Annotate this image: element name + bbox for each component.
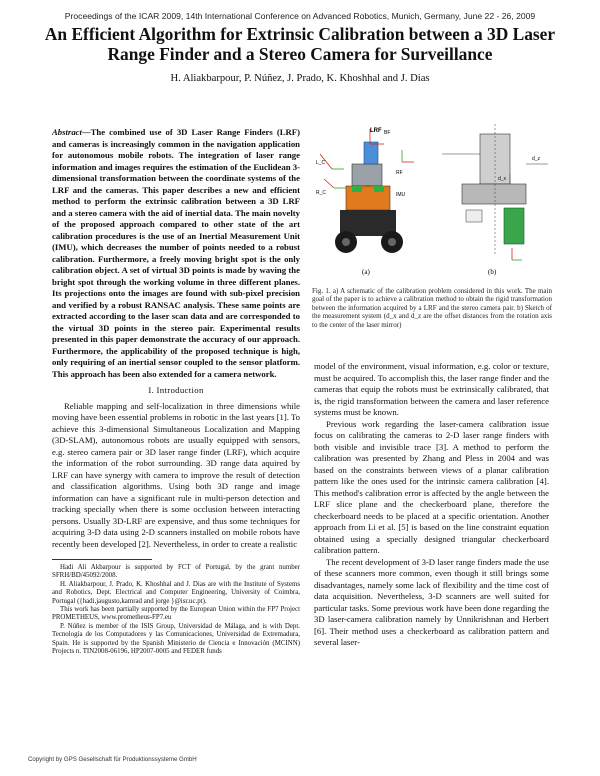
footnote: P. Núñez is member of the ISIS Group, Universidad de Málaga, and is with Dept. Tecnología de los Computadores y las Comunicaciones, Universidad de Extremadura, Spain. He is supported by the Spanish Ministerio de Ciencia e Innovación (MCINN) Projects n. TIN2008-06196, HP2007-0005 and FEDER funds [52,622,300,656]
robot-illustration [335,142,403,253]
imu-tag: IMU [396,192,406,198]
paragraph: Previous work regarding the laser-camera calibration issue focus on calibrating the cameras to 2-D laser range finders with both visible and invisible trace [3]. A method to perform the calibration was presented by Zhang and Pless in 2004 and was based on the constraints between views of a planar calibration pattern like the ones used for the intrinsic camera calibration [4]. This method's calibration error is affected by the angle between the LRF slice plane and the checkerboard plane, therefore the checkerboard needs to be placed at a specific orientation. Another approach from Li et al. [5] is based on the line constraint equation obtained using a specially designed triangular checkerboard calibration pattern. [314,418,549,555]
author-list: H. Aliakbarpour, P. Núñez, J. Prado, K. Khoshhal and J. Dias [170,73,430,84]
lc-tag: L_C [316,160,326,166]
abstract-label: Abstract [52,127,82,137]
paragraph: model of the environment, visual information, e.g. color or texture, must be acquired. To accomplish this, the laser range finder and the cameras that equip the robots must be extrinsically calibrated, that is, the rigid transformation between the camera and laser reference systems must be known. [314,361,549,417]
right-column [314,361,549,649]
footnote: This work has been partially supported by the European Union within the FP7 Project PROMETHEUS, www.prometheus-FP7.eu [52,606,300,622]
dx-tag: d_x [498,176,507,182]
paper-title: An Efficient Algorithm for Extrinsic Calibration between a 3D Laser Range Finder and a Stereo Camera for Surveillance [44,24,556,64]
figure-caption: Fig. 1. a) A schematic of the calibration problem considered in this work. The main goal of the paper is to achieve a calibration method to obtain the rigid transformation between the information acquired by a LRF and the stereo camera pair. b) Sketch of the measurement system (d_x and d_z are the offset distances from the rotation axis to the center of the laser mirror) [312,287,552,329]
footnote: Hadi Ali Akbarpour is supported by FCT of Portugal, by the grant number SFRH/BD/45092/2008. [52,564,300,580]
footnote-divider [52,559,152,560]
footnote: H. Aliakbarpour, J. Prado, K. Khoshhal and J. Dias are with the Institute of Systems and Robotics, Dept. Electrical and Computer Engineering, University of Coimbra, Portugal ({hadi,jaugusto,kamrad and jorge }@isr.uc.pt). [52,580,300,605]
measurement-sketch [442,124,548,260]
figure-1 [312,124,552,284]
lrf-tag: LRF [370,128,382,134]
abstract [52,127,300,380]
paragraph: The recent development of 3-D laser range finders made the use of these scanners more common, even though it still brings some disadvantages, namely some lack of flexibility and the time cost of data acquisition. Nevertheless, 3-D scanners are well suited for particular tasks. Some previous work have been done regarding the 3D laser-camera calibration namely by Unnikrishnan and Herbert [6]. Their method uses a checkerboard as calibration pattern and several laser- [314,556,549,647]
bf-tag: BF [384,130,391,136]
footnotes [52,564,300,656]
rf-tag: RF [396,170,403,176]
rc-tag: R_C [316,190,327,196]
section-heading-introduction: I. Introduction [148,385,204,395]
copyright-notice: Copyright by GPS Gesellschaft für Produktionssysteme GmbH [28,756,197,763]
intro-paragraph: Reliable mapping and self-localization in three dimensions while moving have been essential problems in robotic in the last years [1]. To achieve this 3-dimensional Simultaneous Localization and Mapping (3D-SLAM), autonomous robots are usually equipped with sensors, e.g. stereo camera pair or 3D laser range finder (LRF), which acquire the information of the robot surrounding. 3D range data aquired by LRF can have synergy with camera to improve the result of detection and classification algorithms. Using both 3D range and image information can have a significant rule in multi-person detection and tracking specially when there is some occlusion between interacting persons. Usually 3D-LRF are expensive, and thus some techniques for acquiring 3-D data using 2-D scanners installed on mobile robots have recently been developed [2]. Nevertheless, in order to create a realistic [52,400,300,549]
conference-header: Proceedings of the ICAR 2009, 14th International Conference on Advanced Robotics, Munich, Germany, June 22 - 26, 2009 [64,11,536,21]
subfigure-b-label: (b) [488,268,497,276]
left-column [52,127,300,656]
subfigure-a-label: (a) [362,268,370,276]
dz-tag: d_z [532,156,541,162]
abstract-text: —The combined use of 3D Laser Range Finders (LRF) and cameras is increasingly common in the navigation application for autonomous mobile robots. The integration of laser range information and images requires the estimation of the Euclidean 3-dimensional transformation between the coordinate systems of the LRF and the cameras. This paper describes a new and efficient method to perform the extrinsic calibration between a 3D LRF and a stereo camera with the aid of inertial data. The main novelty of the proposed approach compared to other state of the art calibration procedures is the use of an Inertial Measurement Unit (IMU), which decreases the number of points needed to a robust calibration. Furthermore, a freely moving bright spot is the only calibration object. A set of virtual 3D points is made by waving the bright spot through the working volume in three different planes. Its projections onto the images are found with sub-pixel precision and verified by a robust RANSAC analysis. These same points are extracted according to the laser scan data and are corresponded to the virtual 3D points in the stereo pair. Experimental results presented in this paper demonstrate the accuracy of our approach. Furthermore, the applicability of the proposed technique is high, only requiring of an inertial sensor coupled to the sensor platform. This approach has been also extended for a camera network. [52,127,300,379]
